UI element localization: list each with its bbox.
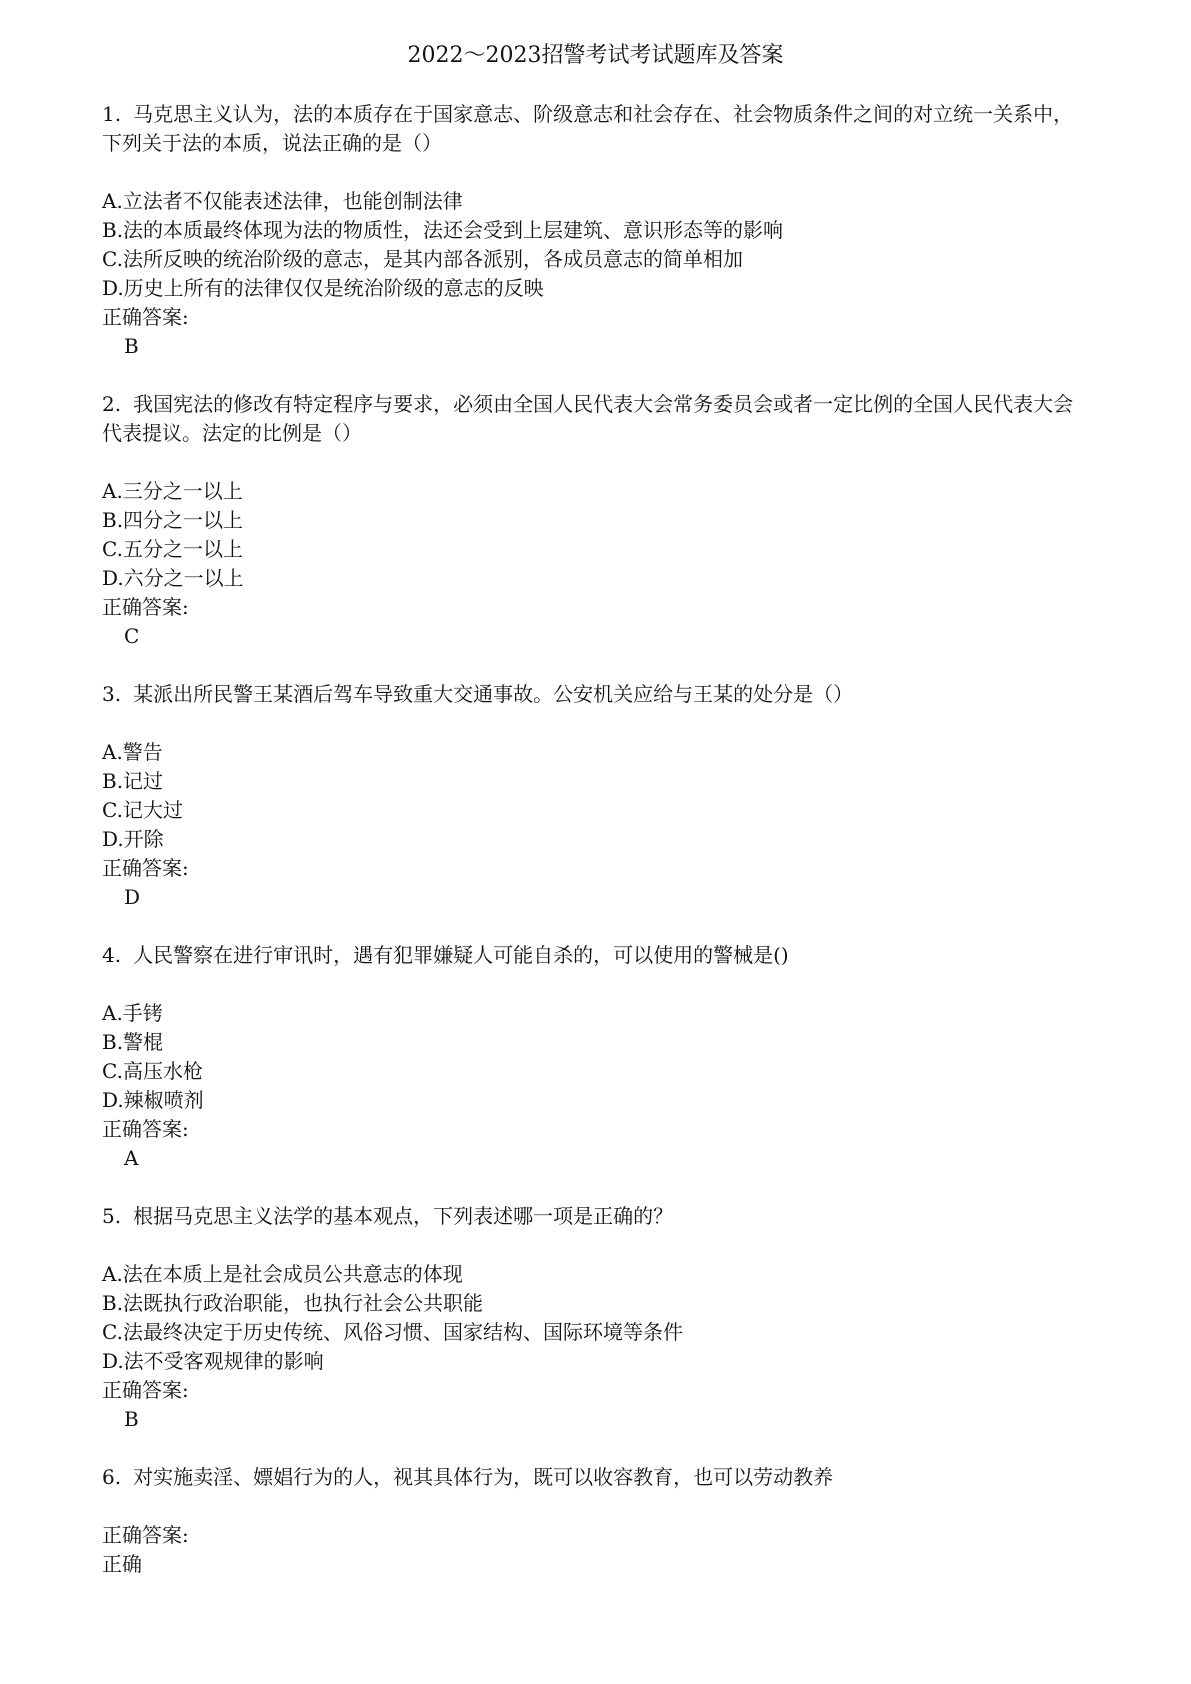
question-text	[102, 1463, 1092, 1492]
question-stem: 对实施卖淫、嫖娼行为的人，视其具体行为，既可以收容教育，也可以劳动教养	[133, 1465, 834, 1489]
option-a: A.法在本质上是社会成员公共意志的体现	[102, 1262, 463, 1286]
answer-value: D	[124, 885, 141, 909]
question-stem: 根据马克思主义法学的基本观点，下列表述哪一项是正确的？	[133, 1204, 674, 1228]
question-1	[102, 100, 1092, 361]
question-number: 3.	[102, 682, 122, 706]
option-c: C.记大过	[102, 798, 183, 822]
answer-label: 正确答案:	[102, 305, 189, 329]
option-d: D.开除	[102, 827, 164, 851]
answer-label: 正确答案:	[102, 595, 189, 619]
option-c: C.法所反映的统治阶级的意志，是其内部各派别，各成员意志的简单相加	[102, 247, 743, 271]
option-list	[102, 187, 1092, 303]
question-6	[102, 1463, 1092, 1579]
question-gap	[102, 1434, 1092, 1463]
question-number: 2.	[102, 392, 122, 416]
answer-value: 正确	[102, 1552, 142, 1576]
question-gap	[102, 1173, 1092, 1202]
answer-label: 正确答案:	[102, 1117, 189, 1141]
question-gap	[102, 651, 1092, 680]
question-number: 6.	[102, 1465, 122, 1489]
option-b: B.记过	[102, 769, 164, 793]
option-d: D.法不受客观规律的影响	[102, 1349, 324, 1373]
question-text	[102, 1202, 1092, 1231]
option-list	[102, 738, 1092, 854]
question-stem: 我国宪法的修改有特定程序与要求，必须由全国人民代表大会常务委员会或者一定比例的全国人民代表大会代表提议。法定的比例是（）	[102, 392, 1074, 445]
question-text	[102, 941, 1092, 970]
option-b: B.法既执行政治职能，也执行社会公共职能	[102, 1291, 484, 1315]
document-title: 2022～2023招警考试考试题库及答案	[407, 43, 784, 68]
option-a: A.立法者不仅能表述法律，也能创制法律	[102, 189, 463, 213]
option-d: D.六分之一以上	[102, 566, 244, 590]
option-a: A.手铐	[102, 1001, 163, 1025]
answer-value: B	[124, 334, 139, 358]
question-text	[102, 100, 1092, 158]
question-stem: 人民警察在进行审讯时，遇有犯罪嫌疑人可能自杀的，可以使用的警械是()	[133, 943, 789, 967]
answer-label: 正确答案:	[102, 1523, 189, 1547]
answer-value: A	[124, 1146, 139, 1170]
blank-line	[102, 1492, 1092, 1521]
answer-label: 正确答案:	[102, 1378, 189, 1402]
option-list	[102, 1260, 1092, 1376]
option-d: D.历史上所有的法律仅仅是统治阶级的意志的反映	[102, 276, 544, 300]
question-stem: 某派出所民警王某酒后驾车导致重大交通事故。公安机关应给与王某的处分是（）	[133, 682, 854, 706]
question-text	[102, 680, 1092, 709]
question-number: 5.	[102, 1204, 122, 1228]
question-3	[102, 680, 1092, 912]
option-list	[102, 999, 1092, 1115]
answer-value: B	[124, 1407, 139, 1431]
question-4	[102, 941, 1092, 1173]
option-a: A.警告	[102, 740, 163, 764]
option-b: B.警棍	[102, 1030, 164, 1054]
question-number: 1.	[102, 102, 122, 126]
option-list	[102, 477, 1092, 593]
question-2	[102, 390, 1092, 651]
answer-value: C	[124, 624, 140, 648]
question-number: 4.	[102, 943, 122, 967]
option-c: C.法最终决定于历史传统、风俗习惯、国家结构、国际环境等条件	[102, 1320, 683, 1344]
option-a: A.三分之一以上	[102, 479, 243, 503]
answer-label: 正确答案:	[102, 856, 189, 880]
option-d: D.辣椒喷剂	[102, 1088, 204, 1112]
question-text	[102, 390, 1092, 448]
question-5	[102, 1202, 1092, 1434]
question-gap	[102, 912, 1092, 941]
question-list	[102, 100, 1092, 1579]
option-c: C.五分之一以上	[102, 537, 243, 561]
question-gap	[102, 361, 1092, 390]
option-c: C.高压水枪	[102, 1059, 203, 1083]
question-stem: 马克思主义认为，法的本质存在于国家意志、阶级意志和社会存在、社会物质条件之间的对立统一关系中，下列关于法的本质，说法正确的是（）	[102, 102, 1074, 155]
option-b: B.四分之一以上	[102, 508, 244, 532]
option-b: B.法的本质最终体现为法的物质性，法还会受到上层建筑、意识形态等的影响	[102, 218, 784, 242]
